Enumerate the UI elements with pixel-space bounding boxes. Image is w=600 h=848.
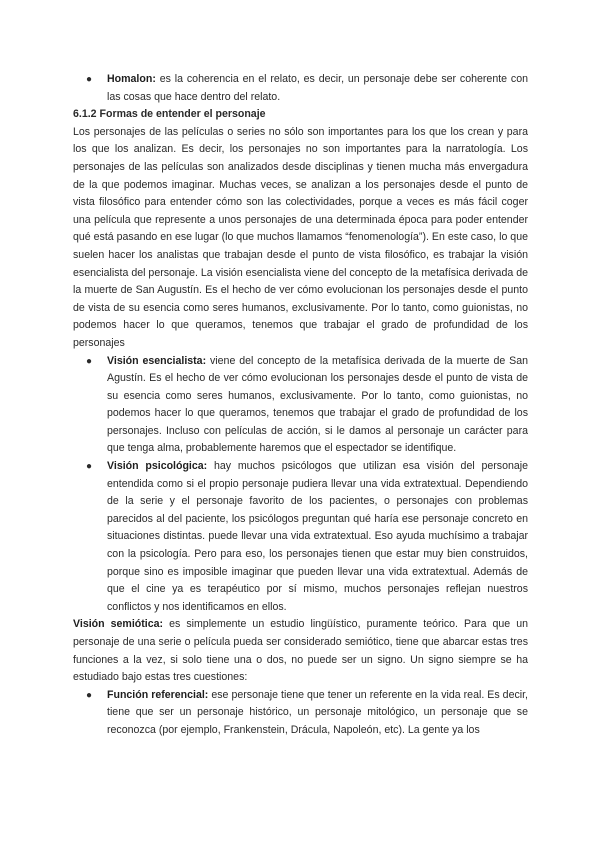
semiotic-term: Visión semiótica: xyxy=(73,618,164,631)
intro-paragraph: Los personajes de las películas o series no sólo son importantes para los que los crean y para los que los analizan. Es decir, los personajes no son importantes para la narratología. Los personajes de las películas son analizados desde disciplinas y tienen mucha más envergadura de la que podemos imaginar. Muchas veces, se analizan a los personajes desde el punto de vista filosófico para entender cómo son las colectividades, porque a veces es más fácil coger una película que represente a unos personajes de una determinada época para poder entender qué está pasando en ese lugar (lo que muchos llamamos “fenomenología”). En este caso, lo que suelen hacer los analistas que trabajan desde el punto de vista filosófico, es trabajar la visión esencialista del personaje. La visión esencialista viene del concepto de la metafísica derivada de la muerte de San Augustín. Es el hecho de ver cómo evolucionan los personajes desde el punto de vista de su esencia como seres humanos, exclusivamente. Por lo tanto, como guionistas, no podemos hacer lo que queramos, tenemos que trabajar el grado de profundidad de los personajes xyxy=(73,125,528,349)
bullet-list-bottom xyxy=(73,687,528,740)
bullet-text: viene del concepto de la metafísica derivada de la muerte de San Agustín. Es el hecho de ver cómo evolucionan los personajes desde el punto de vista de su esencia como seres humanos, exclusivamente. Por lo tanto, como guionistas, no podemos hacer lo que queramos, tenemos que trabajar el grado de profundidad de los personajes. Incluso con películas de acción, si le damos al personaje un carácter para que tenga alma, probablemente haremos que el espectador se identifique. xyxy=(107,354,529,455)
bullet-homalon xyxy=(73,71,528,106)
bullet-term: Homalon: xyxy=(107,73,156,85)
bullet-text: es la coherencia en el relato, es decir, un personaje debe ser coherente con las cosas que hace dentro del relato. xyxy=(107,73,528,103)
bullet-vision-psicologica xyxy=(73,458,528,616)
section-heading: 6.1.2 Formas de entender el personaje xyxy=(73,108,266,121)
semiotic-text: es simplemente un estudio lingüístico, puramente teórico. Para que un personaje de una serie o película pueda ser considerado semiótico, tiene que abarcar estas tres funciones a la vez, si solo tiene una o dos, no puede ser un signo. Un signo siempre se ha estudiado bajo estas tres cuestiones: xyxy=(73,618,528,684)
bullet-list-top xyxy=(73,71,528,106)
bullet-vision-esencialista xyxy=(73,353,528,459)
semiotic-paragraph xyxy=(73,616,528,686)
bullet-list-middle xyxy=(73,353,528,617)
bullet-term: Visión psicológica: xyxy=(107,460,208,473)
bullet-dot: ● xyxy=(86,74,93,85)
bullet-text: hay muchos psicólogos que utilizan esa visión del personaje entendida como si el propio personaje pudiera llevar una vida extratextual. Dependiendo de la serie y el personaje favorito de los pacientes, o personajes con problemas parecidos al del paciente, los psicólogos preguntan qué haría ese personaje concreto en situaciones distintas. puede llevar una vida extratextual. Eso ayuda muchísimo a trabajar con la psicología. Pero para eso, los personajes tienen que estar muy bien construidos, porque sino es imposible imaginar que pueden llevar una vida extratextual. Además de que el cine ya es terapéutico por sí mismo, muchos personajes reflejan nuestros conflictos y nos identificamos en ellos. xyxy=(107,460,528,613)
bullet-dot: ● xyxy=(86,355,93,367)
bullet-dot: ● xyxy=(86,461,93,473)
bullet-term: Función referencial: xyxy=(107,688,209,701)
bullet-text: ese personaje tiene que tener un referente en la vida real. Es decir, tiene que ser un personaje histórico, un personaje mitológico, un personaje que se reconozca (por ejemplo, Frankenstein, Drácula, Napoleón, etc). La gente ya los xyxy=(107,688,528,736)
bullet-dot: ● xyxy=(86,689,93,701)
bullet-term: Visión esencialista: xyxy=(107,354,207,367)
bullet-funcion-referencial xyxy=(73,687,528,740)
